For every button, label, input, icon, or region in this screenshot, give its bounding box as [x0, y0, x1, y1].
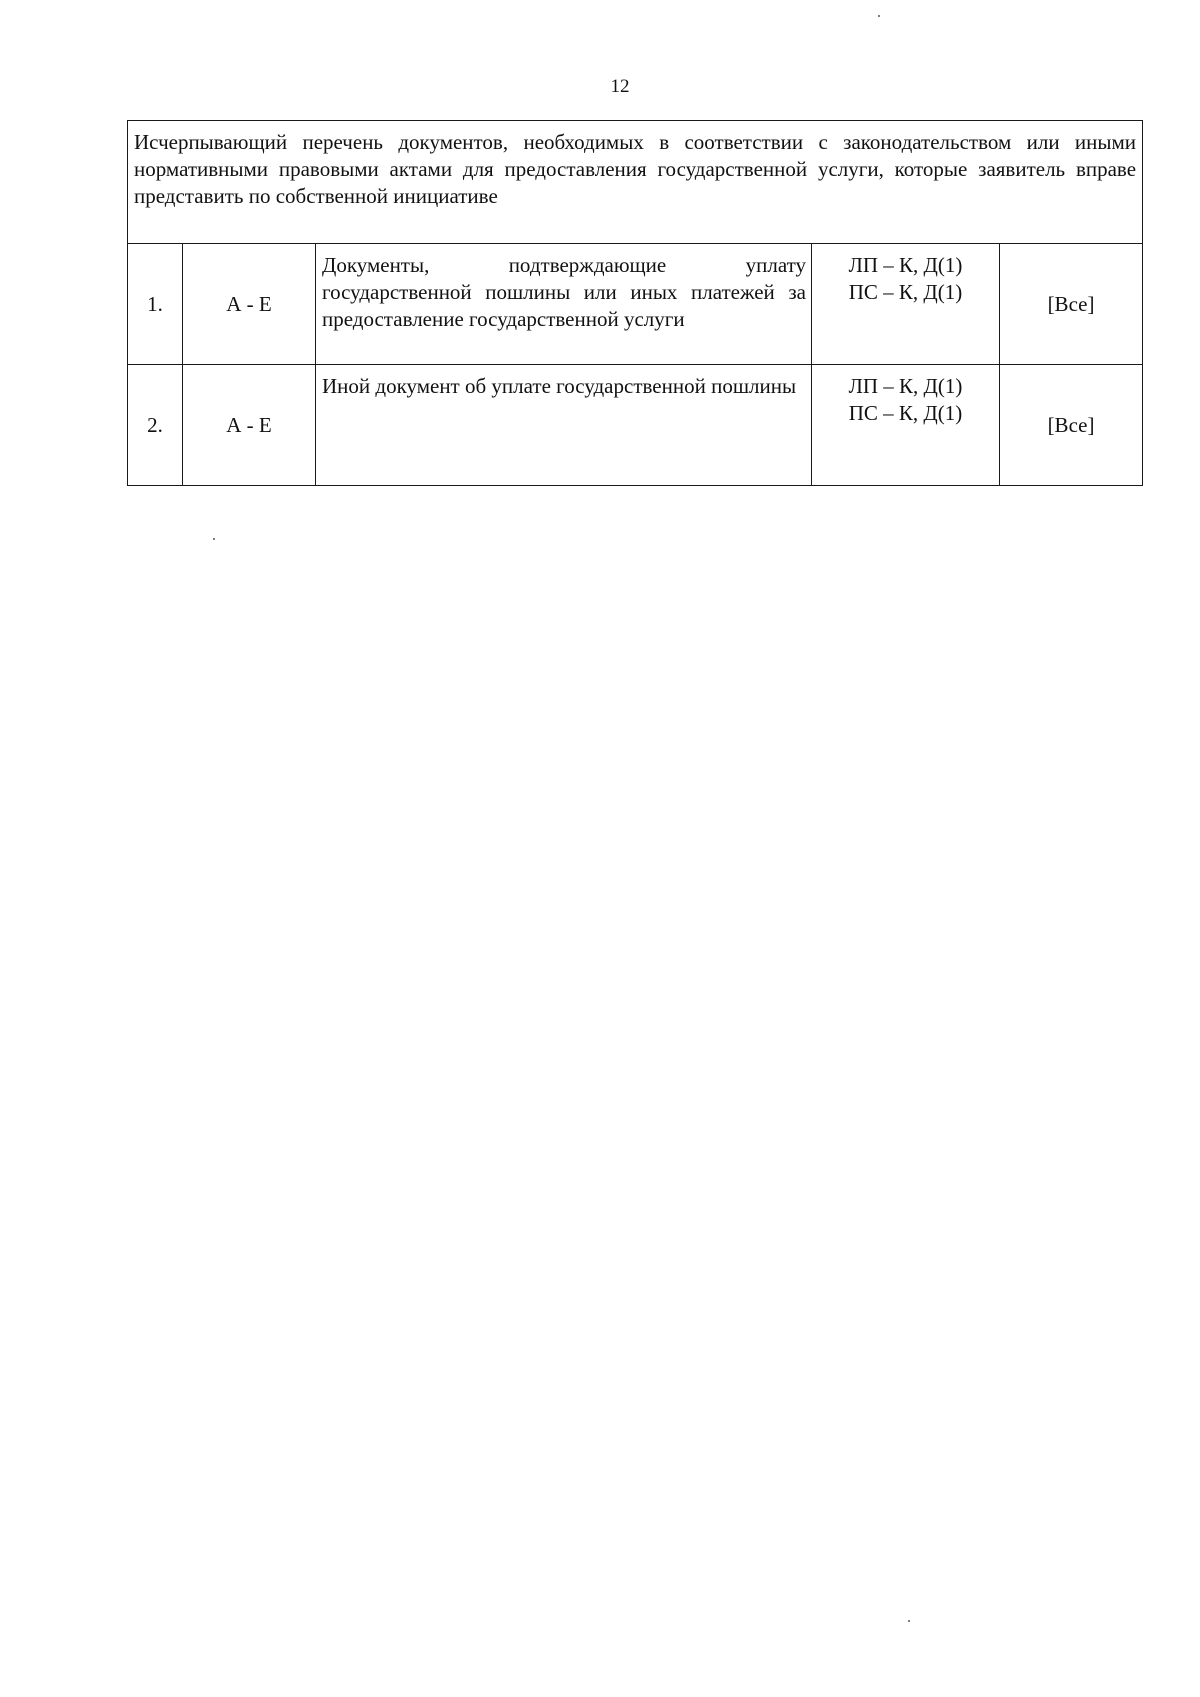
table-row [128, 244, 1143, 365]
applicants-line: ЛП – К, Д(1) [848, 253, 963, 277]
row-category: [Все] [1000, 244, 1143, 365]
applicants-line: ПС – К, Д(1) [848, 401, 963, 425]
applicants-line: ПС – К, Д(1) [848, 280, 963, 304]
row-description: Документы, подтверждающие уплату государственной пошлины или иных платежей за предоставление государственной услуги [316, 244, 812, 365]
scan-speck [213, 538, 215, 540]
page-number: 12 [610, 76, 630, 97]
row-number: 1. [128, 244, 183, 365]
scan-speck [878, 15, 880, 17]
table-header-cell: Исчерпывающий перечень документов, необходимых в соответствии с законодательством или иными нормативными правовыми актами для предоставления государственной услуги, которые заявитель вправе представить по собственной инициативе [128, 121, 1143, 244]
row-applicants [812, 244, 1000, 365]
documents-table [127, 120, 1143, 486]
row-number: 2. [128, 365, 183, 486]
row-code: А - Е [183, 244, 316, 365]
row-description: Иной документ об уплате государственной пошлины [316, 365, 812, 486]
row-applicants [812, 365, 1000, 486]
scan-speck [908, 1620, 910, 1622]
row-code: А - Е [183, 365, 316, 486]
table-header-row [128, 121, 1143, 244]
applicants-line: ЛП – К, Д(1) [848, 374, 963, 398]
table-row [128, 365, 1143, 486]
row-category: [Все] [1000, 365, 1143, 486]
